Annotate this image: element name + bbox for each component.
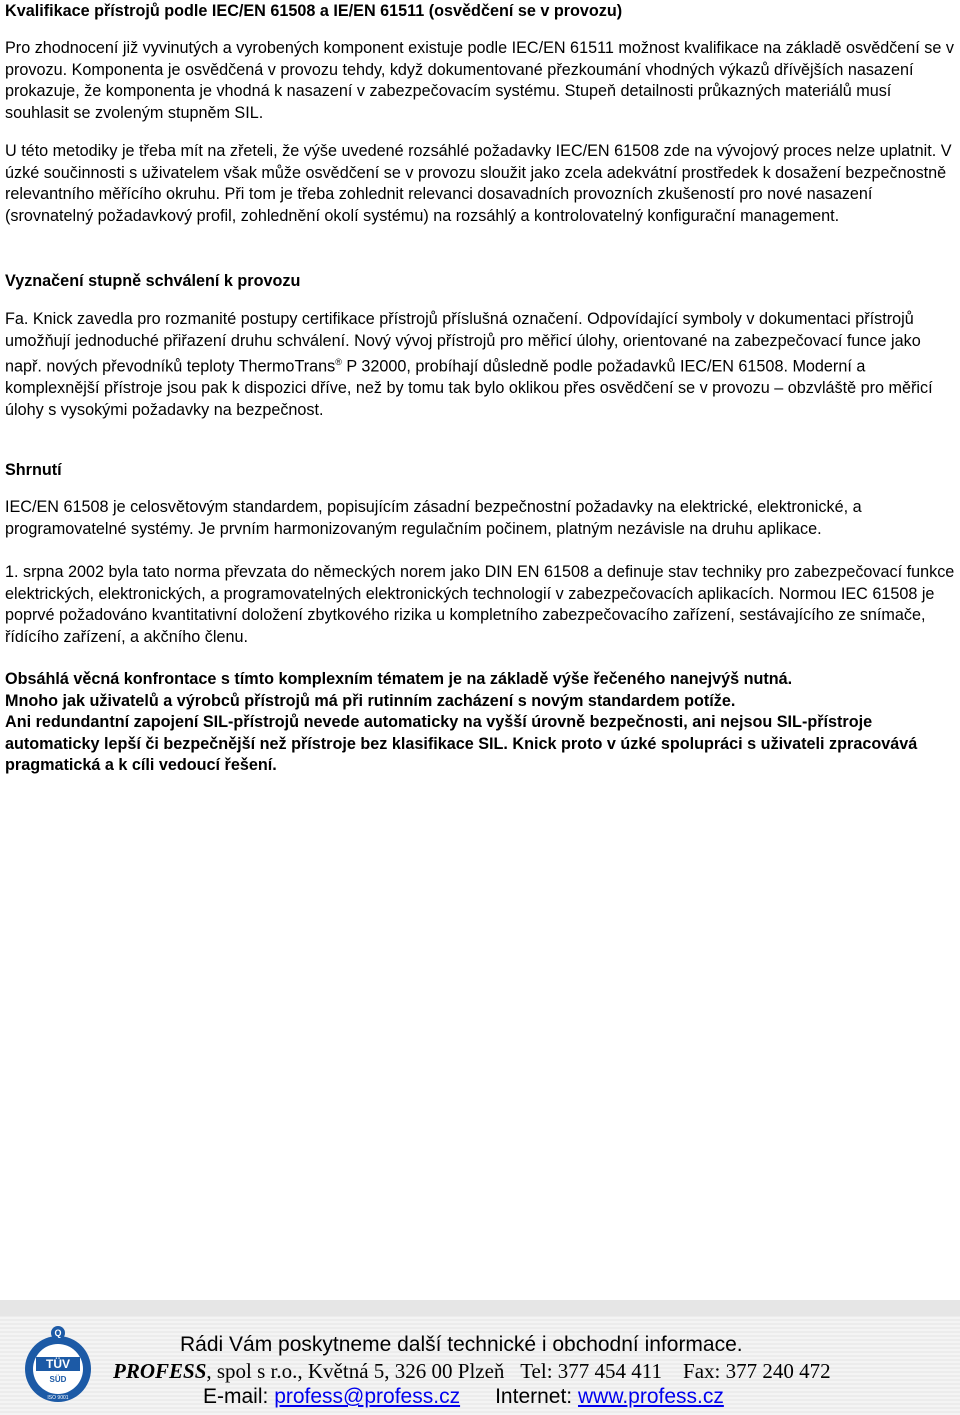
logo-mark-text: TÜV (46, 1357, 70, 1371)
paragraph-conclusion-1: Obsáhlá věcná konfrontace s tímto komplexním tématem je na základě výše řečeného nanejvýš nutná. (5, 670, 793, 688)
registered-mark: ® (335, 357, 342, 368)
footer-tel: Tel: 377 454 411 (520, 1359, 663, 1383)
paragraph-approval-part1: Fa. Knick zavedla pro rozmanité postupy certifikace přístrojů příslušná označení. Odpovídající symboly v dokumentaci přístrojů umožňují jednoduché přiřazení druhu schválení. Nový vývoj přístrojů pro měřicí úlohy, orientované na zabezpečovací funce jako např. nových převodníků teploty ThermoTrans (5, 310, 921, 376)
paragraph-approval-part2: P 32000, probíhají důsledně podle požadavků IEC/EN 61508. Moderní a komplexnější přístroje jsou pak k dispozici dříve, než by tomu tak bylo oklikou přes osvědčení se v provozu – obzvláště pro měřicí úlohy s vysokými požadavky na bezpečnost. (5, 357, 933, 419)
paragraph-approval (5, 309, 955, 421)
paragraph-adoption: 1. srpna 2002 byla tato norma převzata do německých norem jako DIN EN 61508 a definuje stav techniky pro zabezpečovací funkce elektrických, elektronických, a programovatelných elektronických technologií v zabezpečovacích aplikacích. Normou IEC 61508 je poprvé požadováno kvantitativní doložení zbytkového rizika u kompletního zabezpečovacího zařízení, sestávajícího ze snímače, řídícího zařízení, a akčního členu. (5, 563, 955, 646)
logo-q-text: Q (54, 1328, 62, 1338)
document-heading: Kvalifikace přístrojů podle IEC/EN 61508 a IE/EN 61511 (osvědčení se v provozu) (5, 2, 623, 20)
footer-email-label: E-mail: (203, 1385, 275, 1408)
footer-web-label: Internet: (495, 1385, 578, 1408)
logo-sub-text: SÜD (49, 1375, 67, 1384)
logo-ring-text: ISO 9001 (47, 1395, 69, 1401)
footer-fax: Fax: 377 240 472 (683, 1359, 831, 1383)
footer-links-line (203, 1385, 724, 1409)
footer-info-line: Rádi Vám poskytneme další technické i obchodní informace. (180, 1333, 743, 1356)
paragraph-qualification: Pro zhodnocení již vyvinutých a vyrobených komponent existuje podle IEC/EN 61511 možnost kvalifikace na základě osvědčení se v provozu. Komponenta je osvědčená v provozu tehdy, když dokumentované přezkoumání vhodných výkazů dřívějších nasazení prokazuje, že komponenta je vhodná k nasazení v zabezpečovacím systému. Stupeň detailnosti průkazných materiálů musí souhlasit se zvoleným stupněm SIL. (5, 39, 954, 122)
paragraph-conclusion-3: Ani redundantní zapojení SIL-přístrojů nevede automaticky na vyšší úrovně bezpečnosti, ani nejsou SIL-přístroje automaticky lepší či bezpečnější než přístroje bez klasifikace SIL. Knick proto v úzké spolupráci s uživateli zpracovává pragmatická a k cíli vedoucí řešení. (5, 713, 918, 775)
footer-email-link[interactable]: profess@profess.cz (274, 1385, 461, 1408)
footer-company: PROFESS (113, 1359, 207, 1383)
footer-address: , spol s r.o., Květná 5, 326 00 Plzeň (206, 1359, 505, 1383)
footer-top-band (0, 1300, 960, 1316)
subheading-approval: Vyznačení stupně schválení k provozu (5, 272, 301, 290)
paragraph-methodology: U této metodiky je třeba mít na zřeteli, že výše uvedené rozsáhlé požadavky IEC/EN 61508 zde na vývojový proces nelze uplatnit. V úzké součinnosti s uživatelem však může osvědčení se v provozu sloužit jako zcela adekvátní prostředek k dosažení bezpečnostně relevantního měřícího okruhu. Při tom je třeba zohlednit relevanci dosavadních provozních zkušeností pro nové nasazení (srovnatelný požadavkový profil, zohlednění okolí systému) na rozsáhlý a kontrolovatelný konfigurační management. (5, 142, 952, 225)
footer-contact-line (113, 1359, 831, 1384)
paragraph-conclusion-2: Mnoho jak uživatelů a výrobců přístrojů má při rutinním zacházení s novým standardem potíže. (5, 692, 736, 710)
tuv-certification-logo (22, 1325, 94, 1405)
subheading-summary: Shrnutí (5, 461, 62, 479)
footer-web-link[interactable]: www.profess.cz (577, 1385, 724, 1408)
paragraph-standard: IEC/EN 61508 je celosvětovým standardem, popisujícím zásadní bezpečnostní požadavky na elektrické, elektronické, a programovatelné systémy. Je prvním harmonizovaným regulačním počinem, platným nezávisle na druhu aplikace. (5, 498, 862, 538)
